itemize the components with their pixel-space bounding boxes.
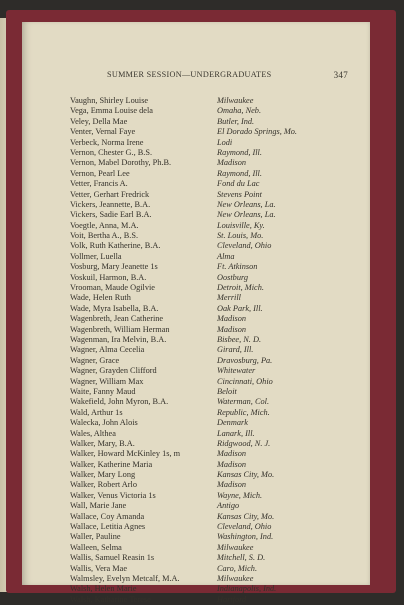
student-name: Vollmer, Luella [70, 251, 122, 261]
running-title: SUMMER SESSION—UNDERGRADUATES [107, 70, 272, 79]
student-name: Voit, Bertha A., B.S. [70, 231, 139, 241]
student-name: Vernon, Pearl Lee [70, 168, 130, 178]
student-name: Wagner, William Max [70, 376, 144, 386]
student-name: Walsh, Helen Marie [70, 584, 137, 594]
student-name: Wagner, Grayden Clifford [70, 366, 157, 376]
student-hometown: Cleveland, Ohio [217, 241, 272, 251]
student-hometown: Louisville, Ky. [217, 220, 265, 230]
list-item [70, 335, 360, 345]
student-hometown: Madison [217, 158, 247, 168]
student-hometown: Stevens Point [217, 189, 262, 199]
student-hometown: Lanark, Ill. [217, 428, 255, 438]
student-name: Vrooman, Maude Ogilvie [70, 283, 155, 293]
list-item [70, 366, 360, 376]
student-name: Volk, Ruth Katherine, B.A. [70, 241, 161, 251]
list-item [70, 429, 360, 439]
list-item [70, 106, 360, 116]
student-name: Verbeck, Norma Irene [70, 137, 144, 147]
list-item [70, 345, 360, 355]
student-name: Walsh, Katharine Terese [70, 594, 151, 604]
list-item [70, 439, 360, 449]
student-name: Wagenbreth, William Herman [70, 324, 170, 334]
student-name: Voegtle, Anna, M.A. [70, 220, 139, 230]
student-hometown: Madison [217, 314, 247, 324]
list-item [70, 418, 360, 428]
list-item [70, 522, 360, 532]
list-item [70, 595, 360, 605]
list-item [70, 210, 360, 220]
list-item [70, 564, 360, 574]
student-name: Wall, Marie Jane [70, 501, 127, 511]
student-name: Vetter, Francis A. [70, 179, 128, 189]
running-header [22, 70, 370, 82]
student-hometown: New Orleans, La. [217, 210, 276, 220]
student-hometown: Caro, Mich. [217, 563, 258, 573]
list-item [70, 179, 360, 189]
list-item [70, 532, 360, 542]
student-hometown: Ft. Atkinson [217, 262, 258, 272]
student-name: Walker, Howard McKinley 1s, m [70, 449, 181, 459]
student-hometown: Mitchell, S. D. [217, 553, 266, 563]
student-name: Voskuil, Harmon, B.A. [70, 272, 147, 282]
list-item [70, 96, 360, 106]
student-hometown: Madison [217, 449, 247, 459]
student-hometown: Fond du Lac [217, 179, 260, 189]
list-item [70, 387, 360, 397]
student-hometown: Lodi [217, 137, 233, 147]
student-hometown: St. Louis, Mo. [217, 231, 264, 241]
student-hometown: Milwaukee [217, 96, 254, 105]
student-hometown: Washington, Ind. [217, 532, 274, 542]
student-name: Vetter, Gerhart Fredrick [70, 189, 150, 199]
student-name: Vega, Emma Louise dela [70, 106, 153, 116]
student-name: Walker, Robert Arlo [70, 480, 137, 490]
list-item [70, 293, 360, 303]
student-hometown: Madison [217, 324, 247, 334]
student-hometown: Omaha, Neb. [217, 106, 262, 116]
student-name: Vaughn, Shirley Louise [70, 96, 149, 105]
student-hometown: Oak Park, Ill. [217, 303, 263, 313]
student-hometown: Wayne, Mich. [217, 490, 263, 500]
student-hometown: Beloit [217, 386, 237, 396]
book-page [22, 22, 370, 604]
student-hometown: Hartford [217, 594, 247, 604]
list-item [70, 169, 360, 179]
list-item [70, 325, 360, 335]
list-item [70, 356, 360, 366]
list-item [70, 501, 360, 511]
student-name: Wallis, Samuel Reasin 1s [70, 553, 155, 563]
student-name: Veley, Della Mae [70, 116, 128, 126]
student-hometown: El Dorado Springs, Mo. [217, 127, 297, 137]
student-name: Walker, Venus Victoria 1s [70, 490, 156, 500]
student-name: Wade, Helen Ruth [70, 293, 131, 303]
student-name: Walker, Mary Long [70, 470, 136, 480]
student-hometown: Madison [217, 480, 247, 490]
student-name: Walleen, Selma [70, 542, 122, 552]
student-hometown: Alma [217, 251, 235, 261]
list-item [70, 148, 360, 158]
list-item [70, 377, 360, 387]
list-item [70, 314, 360, 324]
student-name: Walker, Mary, B.A. [70, 438, 135, 448]
student-hometown: Merrill [217, 293, 241, 303]
student-hometown: Bisbee, N. D. [217, 334, 262, 344]
student-hometown: Denmark [217, 418, 248, 428]
student-hometown: Raymond, Ill. [217, 147, 262, 157]
list-item [70, 262, 360, 272]
student-hometown: Milwaukee [217, 573, 254, 583]
student-name: Wagenman, Ira Melvin, B.A. [70, 334, 167, 344]
student-name: Wagenbreth, Jean Catherine [70, 314, 164, 324]
list-item [70, 127, 360, 137]
list-item [70, 480, 360, 490]
list-item [70, 231, 360, 241]
student-hometown: Oostburg [217, 272, 249, 282]
student-hometown: Butler, Ind. [217, 116, 255, 126]
student-hometown: Cleveland, Ohio [217, 522, 272, 532]
student-hometown: Milwaukee [217, 542, 254, 552]
list-item [70, 304, 360, 314]
student-hometown: Dravosburg, Pa. [217, 355, 273, 365]
student-list [70, 96, 360, 605]
student-name: Wallace, Letitia Agnes [70, 522, 146, 532]
student-name: Walecka, John Alois [70, 418, 138, 428]
student-hometown: Girard, Ill. [217, 345, 254, 355]
list-item [70, 584, 360, 594]
student-name: Wade, Myra Isabella, B.A. [70, 303, 159, 313]
list-item [70, 553, 360, 563]
list-item [70, 512, 360, 522]
student-hometown: Antigo [217, 501, 240, 511]
student-hometown: Madison [217, 459, 247, 469]
list-item [70, 460, 360, 470]
list-item [70, 283, 360, 293]
student-name: Vernon, Mabel Dorothy, Ph.B. [70, 158, 172, 168]
list-item [70, 190, 360, 200]
student-hometown: Kansas City, Mo. [217, 470, 275, 480]
student-hometown: Kansas City, Mo. [217, 511, 275, 521]
student-name: Venter, Vernal Faye [70, 127, 136, 137]
student-name: Wallace, Coy Amanda [70, 511, 145, 521]
student-name: Vosburg, Mary Jeanette 1s [70, 262, 158, 272]
student-hometown: Detroit, Mich. [217, 283, 264, 293]
list-item [70, 543, 360, 553]
list-item [70, 252, 360, 262]
student-name: Wagner, Alma Cecelia [70, 345, 145, 355]
list-item [70, 158, 360, 168]
student-name: Wallis, Vera Mae [70, 563, 128, 573]
student-name: Waite, Fanny Maud [70, 386, 136, 396]
student-hometown: Raymond, Ill. [217, 168, 262, 178]
student-name: Wales, Althea [70, 428, 116, 438]
list-item [70, 138, 360, 148]
student-name: Wakefield, John Myron, B.A. [70, 397, 169, 407]
student-name: Waller, Pauline [70, 532, 121, 542]
list-item [70, 449, 360, 459]
student-hometown: Indianapolis, Ind. [217, 584, 277, 594]
student-hometown: Ridgwood, N. J. [217, 438, 271, 448]
list-item [70, 491, 360, 501]
student-hometown: Waterman, Col. [217, 397, 270, 407]
list-item [70, 574, 360, 584]
student-name: Wagner, Grace [70, 355, 120, 365]
list-item [70, 408, 360, 418]
student-hometown: Republic, Mich. [217, 407, 270, 417]
list-item [70, 221, 360, 231]
student-hometown: Whitewater [217, 366, 256, 376]
student-hometown: New Orleans, La. [217, 199, 276, 209]
list-item [70, 117, 360, 127]
student-name: Wald, Arthur 1s [70, 407, 123, 417]
page-number: 347 [333, 70, 348, 80]
list-item [70, 241, 360, 251]
student-hometown: Cincinnati, Ohio [217, 376, 273, 386]
student-name: Vickers, Jeannette, B.A. [70, 199, 151, 209]
list-item [70, 397, 360, 407]
list-item [70, 200, 360, 210]
list-item [70, 273, 360, 283]
student-name: Vernon, Chester G., B.S. [70, 147, 153, 157]
student-name: Walker, Katherine Maria [70, 459, 153, 469]
student-name: Walmsley, Evelyn Metcalf, M.A. [70, 573, 180, 583]
list-item [70, 470, 360, 480]
student-name: Vickers, Sadie Earl B.A. [70, 210, 152, 220]
